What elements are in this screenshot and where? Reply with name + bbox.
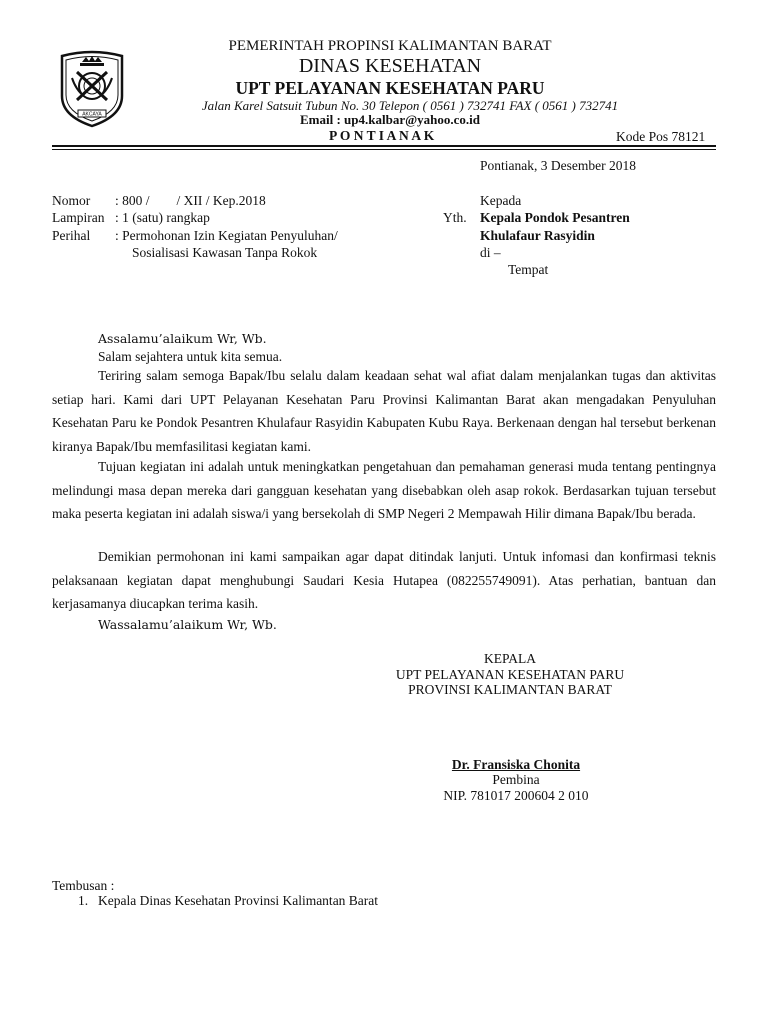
letter-date: Pontianak, 3 Desember 2018	[480, 158, 636, 173]
header-address: Jalan Karel Satsuit Tubun No. 30 Telepon ( 0561 ) 732741 FAX ( 0561 ) 732741	[201, 98, 619, 113]
header-government: PEMERINTAH PROPINSI KALIMANTAN BARAT	[228, 38, 552, 54]
greeting-closing: Wassalamu’alaikum Wr, Wb.	[98, 617, 277, 632]
header-agency: DINAS KESEHATAN	[298, 55, 482, 77]
recipient-yth: Yth.	[443, 210, 467, 225]
body-paragraph-1: Teriring salam semoga Bapak/Ibu selalu dalam keadaan sehat wal afiat dalam menjalankan tugas dan aktivitas setiap hari. Kami dari UPT Pelayanan Kesehatan Paru Provinsi Kalimantan Barat akan mengadakan Penyuluhan Kesehatan Paru ke Pondok Pesantren Khulafaur Rasyidin Kabupaten Kubu Raya. Berkenaan dengan hal tersebut berkenan kiranya Bapak/Ibu memfasilitasi kegiatan kami.	[52, 368, 716, 454]
header-email: up4.kalbar@yahoo.co.id	[344, 112, 481, 127]
cc-item-number: 1.	[78, 893, 89, 908]
perihal-value-line1: : Permohonan Izin Kegiatan Penyuluhan/	[115, 228, 338, 243]
signature-title-2: UPT PELAYANAN KESEHATAN PARU	[395, 667, 625, 682]
cc-label: Tembusan :	[52, 878, 115, 893]
body-paragraph-3: Demikian permohonan ini kami sampaikan agar dapat ditindak lanjuti. Untuk infomasi dan konfirmasi teknis pelaksanaan kegiatan dapat menghubungi Saudari Kesia Hutapea (082255749091). Atas perhatian, bantuan dan kerjasamanya diucapkan terima kasih.	[52, 549, 716, 612]
recipient-name-line1: Kepala Pondok Pesantren	[480, 210, 630, 225]
header-email-label: Email :	[299, 112, 341, 127]
signature-title-1: KEPALA	[483, 651, 536, 666]
recipient-di: di –	[480, 245, 501, 260]
recipient-kepada: Kepada	[480, 193, 522, 208]
perihal-value-line2: Sosialisasi Kawasan Tanpa Rokok	[132, 245, 318, 260]
provincial-emblem-icon	[56, 48, 128, 128]
header-divider-thick	[52, 145, 716, 147]
signature-title-3: PROVINSI KALIMANTAN BARAT	[408, 682, 612, 697]
lampiran-value: : 1 (satu) rangkap	[115, 210, 210, 225]
header-postal-code: Kode Pos 78121	[616, 129, 706, 144]
signature-name: Dr. Fransiska Chonita	[451, 757, 581, 772]
greeting-opening: Assalamu’alaikum Wr, Wb.	[98, 331, 267, 346]
cc-item-text: Kepala Dinas Kesehatan Provinsi Kalimantan Barat	[98, 893, 379, 908]
perihal-label: Perihal	[52, 228, 91, 243]
signature-nip: NIP. 781017 200604 2 010	[443, 788, 589, 803]
header-city: P O N T I A N A K	[329, 128, 435, 143]
recipient-tempat: Tempat	[508, 262, 549, 277]
greeting-salam: Salam sejahtera untuk kita semua.	[98, 349, 283, 364]
logo-banner-text: AKCAYA	[82, 111, 102, 118]
header-divider-thin	[52, 149, 716, 150]
nomor-label: Nomor	[52, 193, 91, 208]
body-paragraph-2: Tujuan kegiatan ini adalah untuk meningkatkan pengetahuan dan pemahaman generasi muda tentang pentingnya melindungi masa depan mereka dari gangguan kesehatan yang disebabkan oleh asap rokok. Berdasarkan tujuan tersebut maka peserta kegiatan ini adalah siswa/i yang bersekolah di SMP Negeri 2 Mempawah Hilir dimana Bapak/Ibu berada.	[52, 459, 716, 522]
header-email-line	[140, 112, 640, 128]
signature-rank: Pembina	[492, 772, 540, 787]
header-unit: UPT PELAYANAN KESEHATAN PARU	[235, 78, 545, 98]
lampiran-label: Lampiran	[52, 210, 105, 225]
nomor-value: : 800 / / XII / Kep.2018	[115, 193, 266, 208]
recipient-name-line2: Khulafaur Rasyidin	[480, 228, 595, 243]
